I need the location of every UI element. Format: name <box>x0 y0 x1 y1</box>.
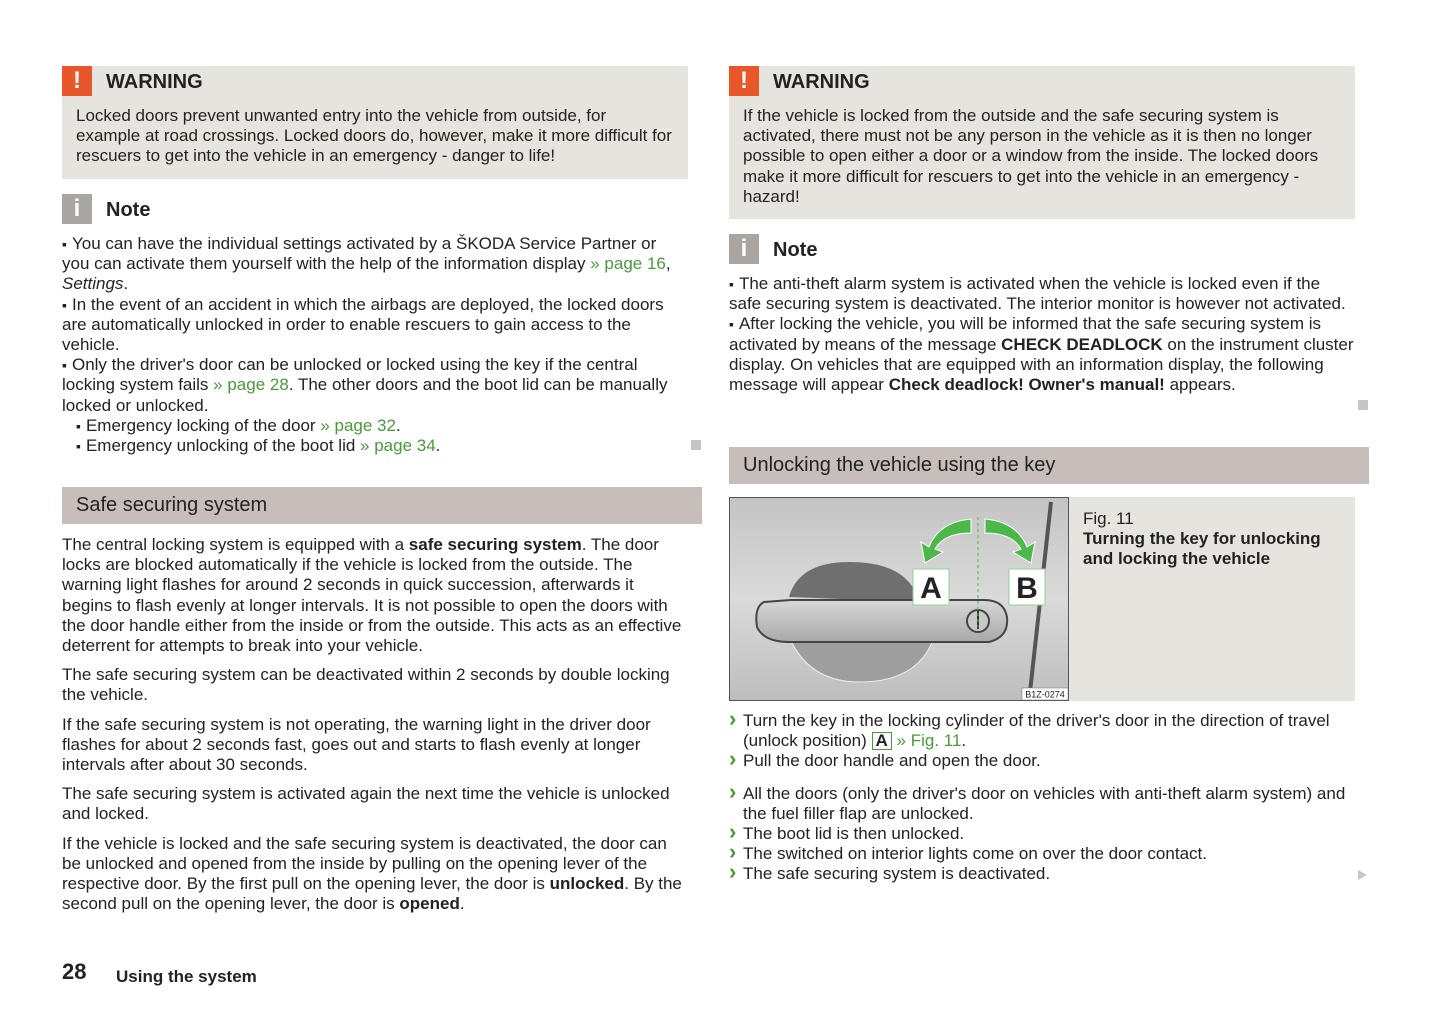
text-segment: . <box>961 731 967 751</box>
text-segment: . <box>459 894 465 914</box>
text-segment: Emergency locking of the door <box>85 415 321 435</box>
result <box>729 824 1355 844</box>
text-segment: . The door locks are blocked automatically if the vehicle is locked from the outside. The warning light flashes for around 2 seconds in quick succession, afterwards it begins to flash evenly at longer intervals. It is not possible to open the doors with the door handle either from the inside or from the outside. This acts as an effective deterrent for attempts to break into your vehicle. <box>62 535 682 656</box>
text-segment: Emergency unlocking of the boot lid <box>85 436 361 456</box>
text-segment: All the doors (only the driver's door on vehicles with anti-theft alarm system) and the fuel filler flap are unlocked. <box>743 783 1346 823</box>
page-link[interactable]: » page 28 <box>213 375 289 395</box>
page-link[interactable]: » page 16 <box>590 254 666 274</box>
end-of-section-icon <box>1358 400 1368 410</box>
text-segment: After locking the vehicle, you will be informed that the safe securing system is activated by means of the message <box>729 314 1322 354</box>
text-segment: Settings <box>62 274 124 294</box>
marker-a: A <box>920 572 942 605</box>
text-segment: The safe securing system is activated again the next time the vehicle is unlocked and locked. <box>62 784 670 824</box>
note-item <box>62 295 688 356</box>
page-link[interactable]: » page 32 <box>320 415 396 435</box>
note-item <box>62 355 688 416</box>
exclamation-icon: ! <box>62 66 92 96</box>
note-item <box>62 436 688 456</box>
note-title: Note <box>106 199 151 221</box>
paragraph <box>62 715 688 776</box>
warning-text: If the vehicle is locked from the outside and the safe securing system is activated, there must not be any person in the vehicle as it is then no longer possible to open either a door or a window from the inside. The locked doors make it more difficult for rescuers to get into the vehicle in an emergency - hazard! <box>743 106 1319 206</box>
text-segment: In the event of an accident in which the airbags are deployed, the locked doors are automatically unlocked in order to enable rescuers to gain access to the vehicle. <box>62 294 664 355</box>
text-segment: Only the driver's door can be unlocked or locked using the key if the central locking system fails <box>62 355 638 395</box>
text-segment: Check deadlock! Owner's manual! <box>888 375 1165 395</box>
text-segment: You can have the individual settings activated by a ŠKODA Service Partner or you can activate them yourself with the help of the information display <box>62 234 657 274</box>
chapter-title: Using the system <box>116 967 257 986</box>
text-segment: The anti-theft alarm system is activated when the vehicle is locked even if the safe securing system is deactivated. The interior monitor is however not activated. <box>729 274 1346 314</box>
text-segment: . <box>123 274 129 294</box>
figure-code: B1Z-0274 <box>1025 689 1065 700</box>
text-segment: safe securing system <box>408 535 582 554</box>
text-segment: opened <box>399 894 460 914</box>
figure-label: Fig. 11 <box>1083 509 1134 528</box>
warning-box <box>729 66 1355 219</box>
text-segment: The switched on interior lights come on over the door contact. <box>743 844 1207 864</box>
text-segment: on the instrument cluster display. On vehicles that are equipped with an information display, the following message will appear <box>729 334 1354 395</box>
page-link[interactable]: » Fig. 11 <box>896 731 962 751</box>
paragraph <box>62 784 688 824</box>
figure-caption: Turning the key for unlocking and locking the vehicle <box>1083 529 1321 569</box>
paragraph <box>62 834 688 915</box>
warning-title: WARNING <box>106 71 203 93</box>
marker-b: B <box>1016 572 1038 605</box>
text-segment: . By the second pull on the opening lever, the door is <box>62 874 682 914</box>
step <box>729 751 1355 771</box>
warning-title: WARNING <box>773 71 870 93</box>
text-segment: . <box>435 436 441 456</box>
position-marker: A <box>872 732 892 750</box>
text-segment: If the safe securing system is not operating, the warning light in the driver door flashes for about 2 seconds fast, goes out and starts to flash evenly at longer intervals after about 30 seconds. <box>62 714 651 775</box>
result <box>729 784 1355 824</box>
exclamation-icon: ! <box>729 66 759 96</box>
instruction-steps <box>729 711 1355 885</box>
text-segment: If the vehicle is locked and the safe securing system is deactivated, the door can be unlocked and opened from the inside by pulling on the opening lever of the respective door. By the first pull on the opening lever, the door is <box>62 833 667 894</box>
section-header: Safe securing system <box>62 487 702 524</box>
result <box>729 844 1355 864</box>
info-icon: i <box>729 234 759 264</box>
paragraph <box>62 665 688 705</box>
text-segment: , <box>665 254 671 274</box>
text-segment: . <box>395 415 401 435</box>
step <box>729 711 1355 751</box>
note-item <box>62 234 688 295</box>
warning-box <box>62 66 688 179</box>
info-icon: i <box>62 194 92 224</box>
text-segment: appears. <box>1164 375 1236 395</box>
text-segment: The safe securing system can be deactivated within 2 seconds by double locking the vehicle. <box>62 665 670 705</box>
text-segment: The central locking system is equipped with a <box>62 535 409 554</box>
note-item <box>62 416 688 436</box>
section-body <box>62 535 688 923</box>
page-link[interactable]: » page 34 <box>360 436 436 456</box>
text-segment: Pull the door handle and open the door. <box>743 751 1041 771</box>
text-segment: CHECK DEADLOCK <box>1001 334 1163 354</box>
text-segment: unlocked <box>549 874 625 894</box>
note-title: Note <box>773 239 818 261</box>
figure <box>729 497 1355 701</box>
continue-arrow-icon <box>1358 870 1367 880</box>
text-segment: . The other doors and the boot lid can be manually locked or unlocked. <box>62 375 668 415</box>
result <box>729 864 1355 884</box>
text-segment: The boot lid is then unlocked. <box>743 824 965 844</box>
page-number: 28 <box>62 959 87 984</box>
note-item <box>729 314 1355 395</box>
door-handle-illustration <box>729 497 1069 701</box>
section-header: Unlocking the vehicle using the key <box>729 447 1369 484</box>
paragraph <box>62 535 688 656</box>
note-block <box>729 234 1355 395</box>
text-segment: Turn the key in the locking cylinder of the driver's door in the direction of travel (unlock position) <box>743 711 1330 751</box>
note-item <box>729 274 1355 314</box>
text-segment: The safe securing system is deactivated. <box>743 864 1051 884</box>
end-of-section-icon <box>691 440 701 450</box>
warning-text: Locked doors prevent unwanted entry into the vehicle from outside, for example at road crossings. Locked doors do, however, make it more difficult for rescuers to get into the vehicle in an emergency - danger to life! <box>76 106 672 166</box>
note-block <box>62 194 688 456</box>
